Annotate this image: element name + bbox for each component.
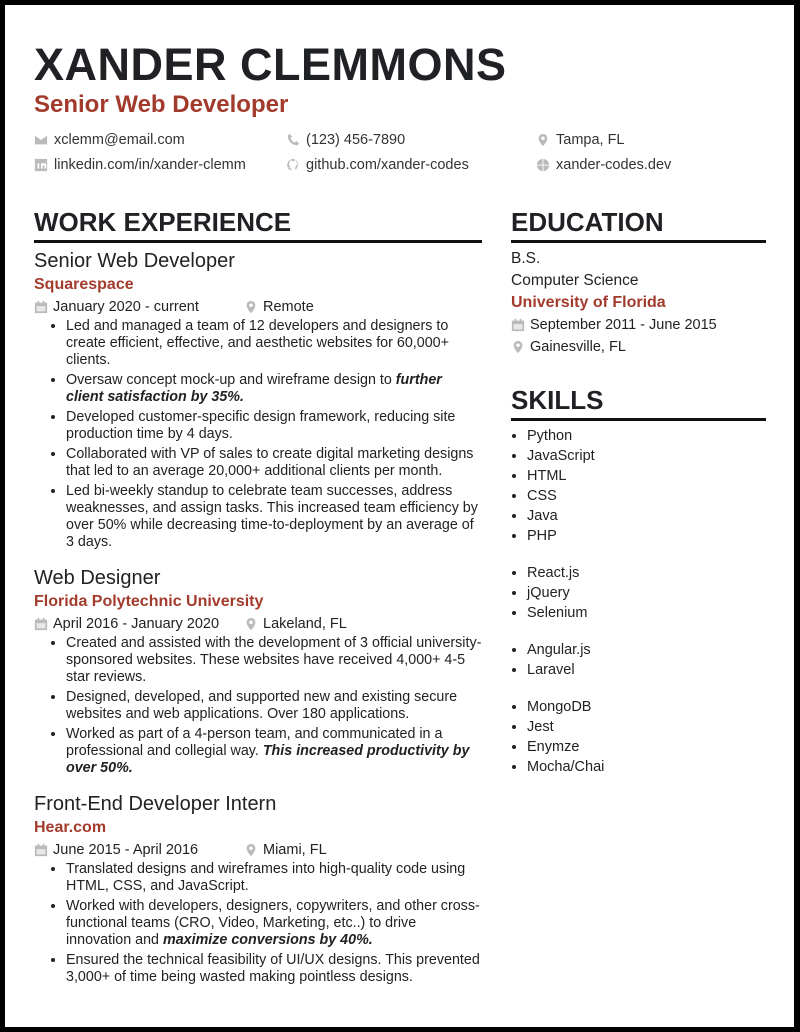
linkedin-icon xyxy=(34,158,48,172)
skill-group xyxy=(511,426,766,546)
job-location xyxy=(244,839,327,861)
job-dates xyxy=(34,296,244,318)
job-bullets xyxy=(34,635,482,777)
bullet-item xyxy=(66,483,482,551)
work-experience-section xyxy=(34,248,482,1000)
education-location: Gainesville, FL xyxy=(530,339,626,355)
calendar-icon xyxy=(34,617,48,631)
map-pin-icon xyxy=(244,300,258,314)
bullet-text: Created and assisted with the development of 3 official university-sponsored websites. These websites have received 4,000+ 4-5 star reviews. xyxy=(66,635,482,685)
company-name: Squarespace xyxy=(34,276,134,293)
bullet-text: Developed customer-specific design framework, reducing site production time by 4 days. xyxy=(66,409,456,442)
job-meta xyxy=(34,613,482,635)
resume-page xyxy=(5,5,794,1027)
emphasis-text: further client satisfaction by 35%. xyxy=(66,372,442,405)
bullet-text: Designed, developed, and supported new and existing secure websites and web applications. Over 180 applications. xyxy=(66,689,458,722)
bullet-item xyxy=(66,318,482,369)
skills-heading: SKILLS xyxy=(511,385,766,421)
bullet-text: Ensured the technical feasibility of UI/UX designs. This prevented 3,000+ of time being wasted making pointless designs. xyxy=(66,952,480,985)
calendar-icon xyxy=(34,843,48,857)
contact-text: Tampa, FL xyxy=(556,132,625,148)
contact-text: xander-codes.dev xyxy=(556,157,672,173)
map-pin-icon xyxy=(511,340,525,354)
job-dates-text: June 2015 - April 2016 xyxy=(53,842,199,858)
emphasis-text: maximize conversions by 40%. xyxy=(162,932,373,948)
skill-group xyxy=(511,563,766,623)
job-title: Front-End Developer Intern xyxy=(34,793,277,815)
skill-item: • HTML xyxy=(527,466,766,486)
field-of-study: Computer Science xyxy=(511,272,639,289)
contact-item xyxy=(286,132,405,148)
envelope-icon xyxy=(34,133,48,147)
skill-item: • React.js xyxy=(527,563,766,583)
education-section xyxy=(511,248,766,358)
skill-item: • Jest xyxy=(527,717,766,737)
job-title: Web Designer xyxy=(34,567,161,589)
phone-icon xyxy=(286,133,300,147)
globe-icon xyxy=(536,158,550,172)
degree: B.S. xyxy=(511,250,541,267)
bullet-item xyxy=(66,726,482,777)
candidate-name: XANDER CLEMMONS xyxy=(34,39,507,90)
map-pin-icon xyxy=(536,133,550,147)
job-location-text: Lakeland, FL xyxy=(263,616,347,632)
job-bullets xyxy=(34,861,482,986)
bullet-item xyxy=(66,861,482,895)
skill-item: • PHP xyxy=(527,526,766,546)
job-title: Senior Web Developer xyxy=(34,250,235,272)
bullet-text: Worked with developers, designers, copywriters, and other cross-functional teams (CRO, Video, Marketing, etc..) to drive innovation and xyxy=(66,898,480,948)
job-location-text: Miami, FL xyxy=(263,842,327,858)
job-entry xyxy=(34,791,482,986)
job-location xyxy=(244,296,314,318)
bullet-text: Translated designs and wireframes into high-quality code using HTML, CSS, and JavaScript. xyxy=(66,861,466,894)
bullet-text: Collaborated with VP of sales to create digital marketing designs that led to an average 20,000+ additional clients per month. xyxy=(66,446,474,479)
contact-item xyxy=(34,157,246,173)
bullet-item xyxy=(66,952,482,986)
map-pin-icon xyxy=(244,617,258,631)
skill-item: • Mocha/Chai xyxy=(527,757,766,777)
contact-item xyxy=(536,157,671,173)
job-meta xyxy=(34,296,482,318)
job-location xyxy=(244,613,347,635)
contact-item xyxy=(536,132,625,148)
job-dates-text: January 2020 - current xyxy=(53,299,199,315)
bullet-item xyxy=(66,446,482,480)
bullet-item xyxy=(66,635,482,686)
skill-item: • Python xyxy=(527,426,766,446)
bullet-item xyxy=(66,409,482,443)
bullet-text: Oversaw concept mock-up and wireframe design to xyxy=(66,372,396,388)
job-dates xyxy=(34,839,244,861)
calendar-icon xyxy=(34,300,48,314)
candidate-title: Senior Web Developer xyxy=(34,91,289,118)
skill-group xyxy=(511,640,766,680)
emphasis-text: This increased productivity by over 50%. xyxy=(66,743,470,776)
education-dates: September 2011 - June 2015 xyxy=(530,317,717,333)
bullet-item xyxy=(66,372,482,406)
contact-text: linkedin.com/in/xander-clemm xyxy=(54,157,246,173)
contact-item xyxy=(34,132,185,148)
skill-group xyxy=(511,697,766,777)
job-dates-text: April 2016 - January 2020 xyxy=(53,616,220,632)
work-experience-heading: WORK EXPERIENCE xyxy=(34,207,482,243)
skill-item: • Enymze xyxy=(527,737,766,757)
skill-item: • Selenium xyxy=(527,603,766,623)
contact-text: github.com/xander-codes xyxy=(306,157,469,173)
github-icon xyxy=(286,158,300,172)
skill-item: • CSS xyxy=(527,486,766,506)
company-name: Florida Polytechnic University xyxy=(34,593,264,610)
school: University of Florida xyxy=(511,294,666,311)
skill-item: • Java xyxy=(527,506,766,526)
skill-item: • JavaScript xyxy=(527,446,766,466)
contact-text: (123) 456-7890 xyxy=(306,132,406,148)
job-dates xyxy=(34,613,244,635)
job-meta xyxy=(34,839,482,861)
job-location-text: Remote xyxy=(263,299,314,315)
bullet-text: Led and managed a team of 12 developers and designers to create efficient, effective, and aesthetic websites for 60,000+ clients. xyxy=(66,318,449,368)
bullet-item xyxy=(66,689,482,723)
contact-text: xclemm@email.com xyxy=(54,132,185,148)
skill-item: • Laravel xyxy=(527,660,766,680)
calendar-icon xyxy=(511,318,525,332)
job-bullets xyxy=(34,318,482,551)
contact-item xyxy=(286,157,469,173)
skill-item: • MongoDB xyxy=(527,697,766,717)
bullet-text: Led bi-weekly standup to celebrate team successes, address weaknesses, and assign tasks. This increased team efficiency by over 50% while decreasing time-to-deployment by an average of 3 days. xyxy=(66,483,478,550)
job-entry xyxy=(34,248,482,551)
skill-item: • jQuery xyxy=(527,583,766,603)
skills-section xyxy=(511,426,766,794)
skill-item: • Angular.js xyxy=(527,640,766,660)
company-name: Hear.com xyxy=(34,819,107,836)
map-pin-icon xyxy=(244,843,258,857)
bullet-text: Worked as part of a 4-person team, and communicated in a professional and collegial way. xyxy=(66,726,443,759)
education-heading: EDUCATION xyxy=(511,207,766,243)
bullet-item xyxy=(66,898,482,949)
job-entry xyxy=(34,565,482,777)
